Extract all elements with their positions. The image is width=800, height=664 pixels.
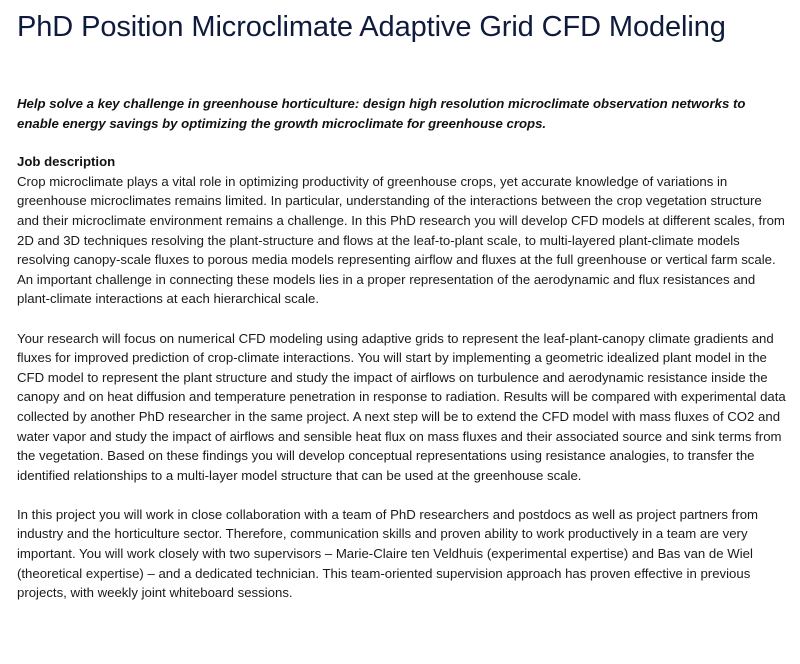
page-title: PhD Position Microclimate Adaptive Grid CFD Modeling: [17, 11, 726, 43]
job-description-paragraph: Your research will focus on numerical CFD modeling using adaptive grids to represent the leaf-plant-canopy climate gradients and fluxes for improved prediction of crop-climate interactions. You will start by implementing a geometric idealized plant model in the CFD model to represent the plant structure and study the impact of airflows on turbulence and aerodynamic resistance inside the canopy and on heat diffusion and temperature penetration in response to radiation. Results will be compared with experimental data collected by another PhD researcher in the same project. A next step will be to extend the CFD model with mass fluxes of CO2 and water vapor and study the impact of airflows and sensible heat flux on mass fluxes and their associated source and sink terms from the vegetation. Based on these findings you will develop conceptual representations using resistance analogies, to transfer the identified relationships to a multi-layer model structure that can be used at the greenhouse scale.: [17, 330, 786, 483]
job-description-paragraph: In this project you will work in close collaboration with a team of PhD researchers and postdocs as well as project partners from industry and the horticulture sector. Therefore, communication skills and proven ability to work productively in a team are very important. You will work closely with two supervisors – Marie-Claire ten Veldhuis (experimental expertise) and Bas van de Wiel (theoretical expertise) – and a dedicated technician. This team-oriented supervision approach has proven effective in previous projects, with weekly joint whiteboard sessions.: [17, 506, 759, 601]
job-posting: [17, 0, 787, 603]
job-description-section: [17, 152, 787, 603]
job-description-paragraph: Crop microclimate plays a vital role in optimizing productivity of greenhouse crops, yet accurate knowledge of variations in greenhouse microclimates remains limited. In particular, understanding of the interactions between the crop vegetation structure and their microclimate environment remains a challenge. In this PhD research you will develop CFD models at different scales, from 2D and 3D techniques resolving the plant-structure and flows at the leaf-to-plant scale, to multi-layered plant-climate models resolving canopy-scale fluxes to porous media models representing airflow and fluxes at the full greenhouse or vertical farm scale. An important challenge in connecting these models lies in a proper representation of the aerodynamic and flux resistances and plant-climate interactions at each hierarchical scale.: [17, 173, 785, 307]
job-description-heading: Job description: [17, 154, 116, 170]
intro-summary: Help solve a key challenge in greenhouse horticulture: design high resolution microclimate observation networks to enable energy savings by optimizing the growth microclimate for greenhouse crops.: [17, 96, 746, 131]
